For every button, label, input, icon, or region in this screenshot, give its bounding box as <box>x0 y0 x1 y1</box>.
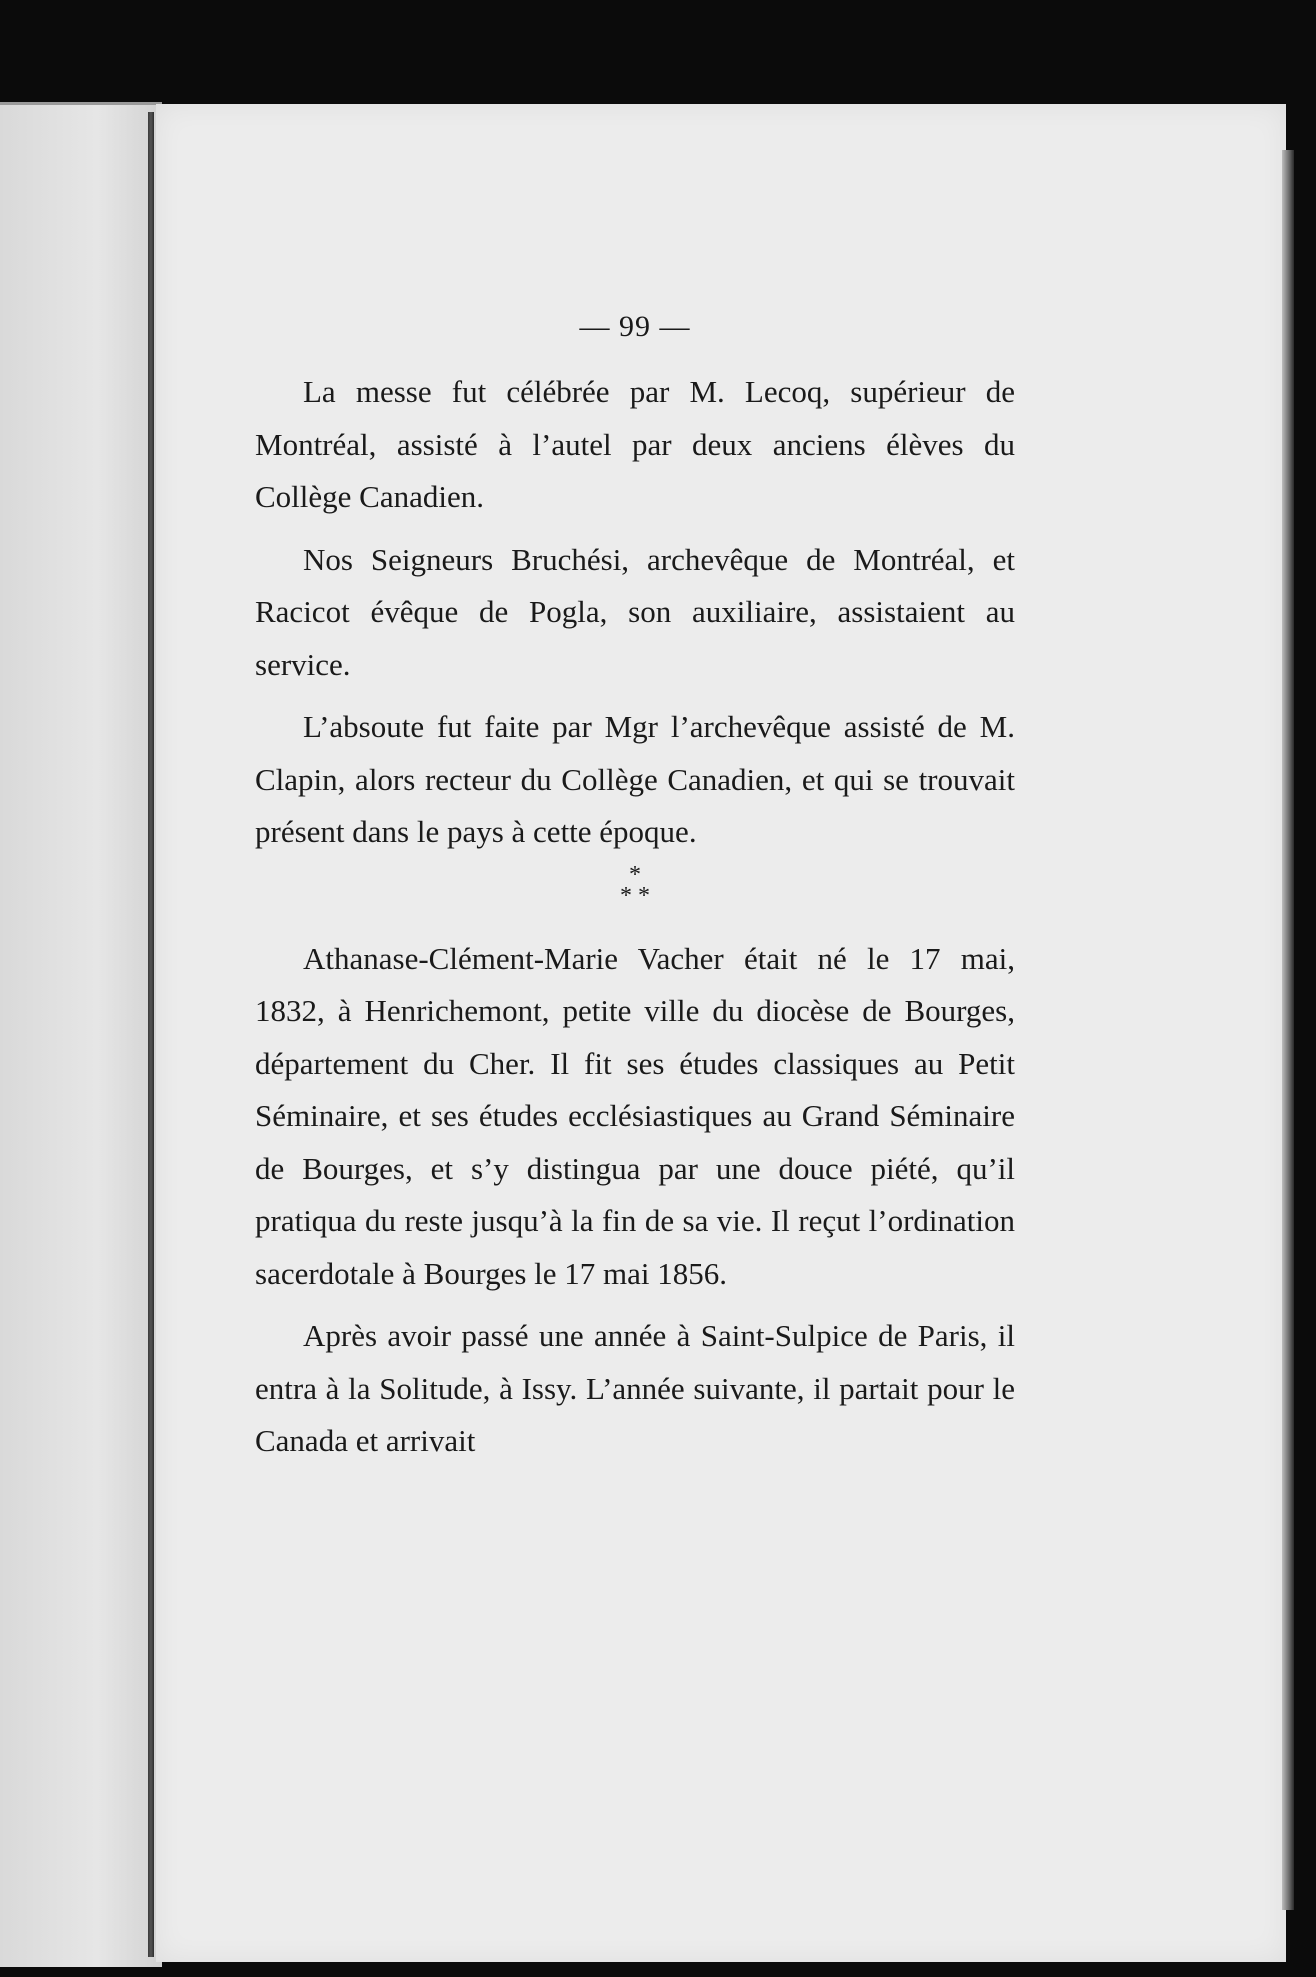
book-binding <box>148 112 154 1957</box>
paragraph: La messe fut célébrée par M. Lecoq, supérieur de Montréal, assisté à l’autel par deux anciens élèves du Collège Canadien. <box>255 374 1015 514</box>
paragraph: L’absoute fut faite par Mgr l’archevêque assisté de M. Clapin, alors recteur du Collège Canadien, et qui se trouvait présent dans le pays à cette époque. <box>255 709 1015 849</box>
asterism-divider <box>255 861 1015 911</box>
page-text <box>255 310 1015 1478</box>
page-number: — 99 — <box>579 310 691 343</box>
paragraph: Athanase-Clément-Marie Vacher était né le 17 mai, 1832, à Henrichemont, petite ville du diocèse de Bourges, département du Cher. Il fit ses études classiques au Petit Séminaire, et ses études ecclésiastiques au Grand Séminaire de Bourges, et s’y distingua par une douce piété, qu’il pratiqua du reste jusqu’à la fin de sa vie. Il reçut l’ordination sacerdotale à Bourges le 17 mai 1856. <box>255 940 1015 1291</box>
paragraph: Après avoir passé une année à Saint-Sulpice de Paris, il entra à la Solitude, à Issy. L’année suivante, il partait pour le Canada et arrivait <box>255 1318 1015 1458</box>
page-edge-shadow <box>1282 150 1294 1910</box>
paragraph: Nos Seigneurs Bruchési, archevêque de Montréal, et Racicot évêque de Pogla, son auxiliaire, assistaient au service. <box>255 541 1015 682</box>
previous-page-edge <box>0 102 162 1967</box>
asterism-bottom: * * <box>620 882 650 909</box>
asterism-top: * <box>629 861 641 888</box>
